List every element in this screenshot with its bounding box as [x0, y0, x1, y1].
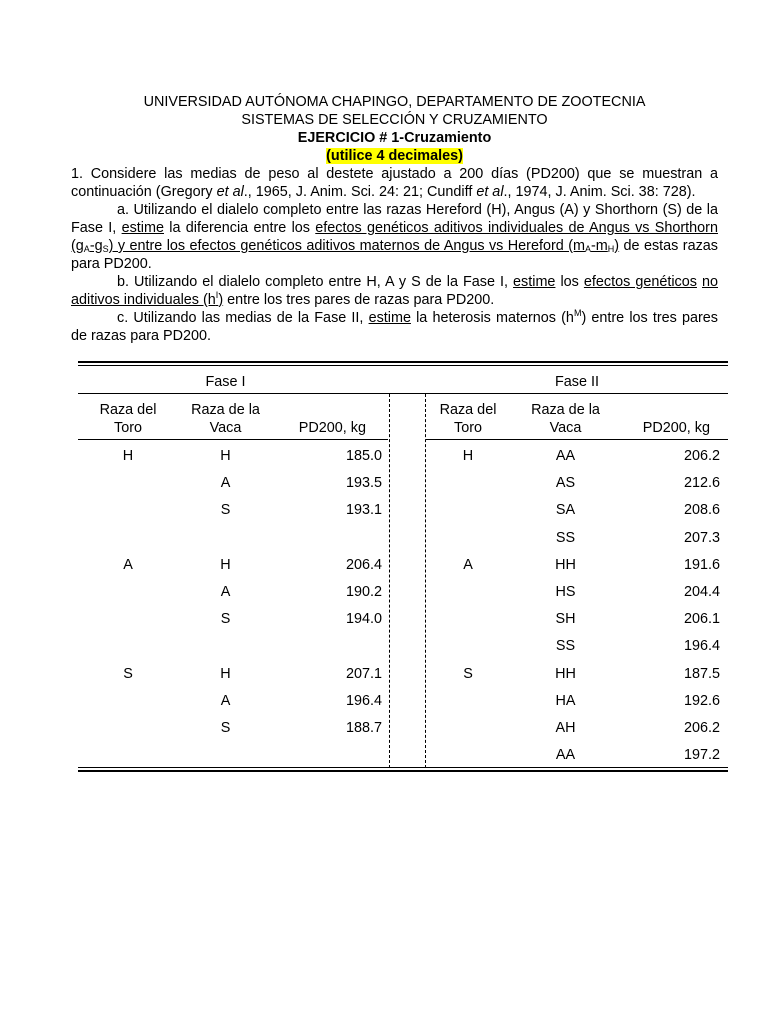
phase1-vaca-cell: A	[220, 692, 231, 709]
phase1-vaca-cell: H	[220, 665, 231, 682]
exercise-title: EJERCICIO # 1-Cruzamiento	[297, 130, 492, 146]
phase1-vaca-cell: H	[220, 556, 231, 573]
phase1-vaca-cell: A	[220, 475, 231, 492]
phase2-toro-cell: H	[462, 448, 474, 464]
table-top-rule	[78, 361, 728, 363]
phase1-vaca-cell: A	[220, 584, 231, 600]
phase2-pd200-cell: 206.2	[683, 720, 720, 736]
phase1-vaca-cell: S	[220, 720, 231, 736]
phase2-pd200-cell: 207.3	[683, 529, 720, 546]
question-part-c: c. Utilizando las medias de la Fase II, estime la heterosis maternos $(h^M)$ entre los tres pares de razas para PD200.	[71, 308, 719, 344]
weaning-weight-table	[78, 361, 728, 773]
phase2-pd200-cell: 196.4	[683, 638, 720, 655]
phase2-toro-cell: S	[463, 665, 473, 682]
phase2-toro-cell: A	[463, 556, 473, 573]
decimals-note: (utilice 4 decimales)	[326, 148, 463, 164]
phase2-pd200-cell: 204.4	[683, 584, 720, 600]
phase2-vaca-cell: AH	[555, 720, 576, 736]
phase2-vaca-cell: AS	[555, 475, 576, 492]
phase2-vaca-cell: HH	[555, 665, 576, 682]
phase2-vaca-cell: HA	[555, 692, 576, 709]
phase2-vaca-cell: SA	[555, 502, 576, 519]
phase2-vaca-cell: HH	[555, 556, 576, 573]
question-intro: 1. Considere las medias de peso al destete ajustado a 200 días (PD200) que se muestran a continuación (Gregory et al., 1965, J. Anim. Sci. 24: 21; Cundiff et al., 1974, J. Anim. Sci. 38: 728).	[71, 166, 718, 200]
phase2-col-vaca-header: Raza de la Vaca	[531, 402, 600, 436]
phase1-vaca-cell: S	[220, 502, 231, 519]
phase1-pd200-cell: 207.1	[345, 665, 382, 682]
phase1-toro-cell: S	[123, 665, 133, 682]
phase2-pd200-cell: 206.1	[683, 611, 720, 628]
question-part-a: a. Utilizando el dialelo completo entre las razas Hereford (H), Angus (A) y Shorthorn (S) de la Fase I, estime la diferencia entre los efectos genéticos aditivos individuales de Angus vs Shorthorn $(g_A-g_S)$ y entre los efectos genéticos aditivos maternos de Angus vs Hereford $(m_A-m_H)$ de estas razas para PD200.	[71, 202, 718, 272]
phase1-toro-cell: H	[122, 448, 134, 464]
phase1-header-rule	[78, 439, 388, 440]
phase2-pd200-cell: 191.6	[683, 556, 720, 573]
phase2-pd200-cell: 206.2	[683, 448, 720, 464]
phase1-toro-cell: A	[123, 556, 133, 573]
phase2-vaca-cell: AA	[555, 448, 576, 464]
table-top-rule-inner	[78, 365, 728, 366]
phase1-title: Fase I	[205, 374, 246, 390]
exercise-document	[71, 93, 718, 345]
phase2-vaca-cell: AA	[555, 747, 576, 764]
phase1-col-pd-header: PD200, kg	[298, 420, 366, 436]
phase2-vaca-cell: SS	[555, 638, 576, 655]
phase1-pd200-cell: 185.0	[345, 448, 382, 464]
phase2-vaca-cell: HS	[555, 584, 576, 600]
phase2-vaca-cell: SS	[555, 529, 576, 546]
phase1-pd200-cell: 194.0	[345, 611, 382, 628]
phase1-vaca-cell: S	[220, 611, 231, 628]
phase1-pd200-cell: 193.5	[345, 475, 382, 492]
phase2-pd200-cell: 192.6	[683, 692, 720, 709]
phase1-pd200-cell: 196.4	[345, 692, 382, 709]
phase1-pd200-cell: 190.2	[345, 584, 382, 600]
phase2-vaca-cell: SH	[555, 611, 576, 628]
university-header: UNIVERSIDAD AUTÓNOMA CHAPINGO, DEPARTAMENTO DE ZOOTECNIA	[143, 94, 646, 110]
phase2-pd200-cell: 212.6	[683, 475, 720, 492]
phase-title-rule	[78, 393, 728, 394]
phase2-header-rule	[426, 439, 728, 440]
phase2-pd200-cell: 208.6	[683, 502, 720, 519]
phase2-title: Fase II	[555, 374, 599, 390]
table-bottom-rule-inner	[78, 767, 728, 768]
phase1-pd200-cell: 193.1	[345, 502, 382, 519]
phase-divider-left	[389, 394, 390, 768]
phase2-pd200-cell: 197.2	[683, 747, 720, 764]
phase1-col-vaca-header: Raza de la Vaca	[191, 402, 260, 436]
phase1-pd200-cell: 206.4	[345, 556, 382, 573]
phase1-col-toro-header: Raza del Toro	[99, 402, 157, 436]
phase1-pd200-cell: 188.7	[345, 720, 382, 736]
question-part-b: b. Utilizando el dialelo completo entre H, A y S de la Fase I, estime los efectos genéticos no aditivos individuales $(h^I)$ entre los tres pares de razas para PD200.	[71, 274, 719, 308]
course-header: SISTEMAS DE SELECCIÓN Y CRUZAMIENTO	[241, 112, 548, 128]
phase2-pd200-cell: 187.5	[683, 665, 720, 682]
phase2-col-pd-header: PD200, kg	[642, 420, 710, 436]
phase-divider-right	[425, 394, 426, 768]
table-bottom-rule	[78, 770, 728, 772]
phase2-col-toro-header: Raza del Toro	[439, 402, 497, 436]
phase1-vaca-cell: H	[220, 448, 231, 464]
